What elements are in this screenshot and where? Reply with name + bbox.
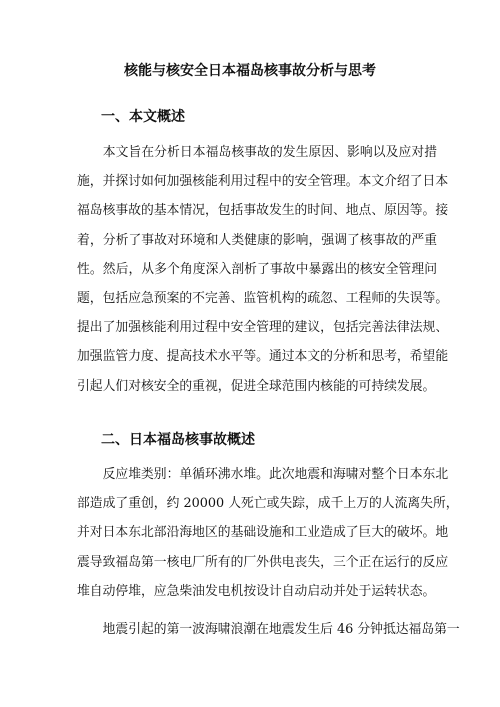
paragraph-line: 地震引起的第一波海啸浪潮在地震发生后 46 分钟抵达福岛第一: [77, 622, 460, 637]
paragraph-line-last: 引起人们对核安全的重视，促进全球范围内核能的可持续发展。: [77, 378, 436, 394]
section-heading-overview: 一、本文概述: [101, 109, 185, 125]
paragraph-line-last: 堆自动停堆，应急柴油发电机按设计自动启动并处于运转状态。: [77, 583, 436, 599]
paragraph-line: 福岛核事故的基本情况，包括事故发生的时间、地点、原因等。接: [77, 203, 449, 219]
accident-paragraph-1: [77, 460, 459, 606]
paragraph-line: 反应堆类别：单循环沸水堆。此次地震和海啸对整个日本东北: [77, 467, 449, 482]
paragraph-line: 施，并探讨如何加强核能利用过程中的安全管理。本文介绍了日本: [77, 174, 449, 190]
paragraph-line: 性。然后，从多个角度深入剖析了事故中暴露出的核安全管理问: [77, 261, 437, 277]
accident-paragraph-2: [77, 615, 460, 644]
paragraph-line: 震导致福岛第一核电厂所有的厂外供电丧失，三个正在运行的反应: [77, 554, 449, 570]
paragraph-line: 部造成了重创，约 20000 人死亡或失踪，成千上万的人流离失所，: [77, 496, 459, 512]
section-heading-accident-overview: 二、日本福岛核事故概述: [101, 432, 255, 448]
overview-paragraph: [77, 138, 449, 401]
paragraph-line: 本文旨在分析日本福岛核事故的发生原因、影响以及应对措: [77, 145, 437, 160]
paragraph-line: 题，包括应急预案的不完善、监管机构的疏忽、工程师的失误等。: [77, 290, 449, 306]
paragraph-line: 加强监管力度、提高技术水平等。通过本文的分析和思考，希望能: [77, 349, 449, 365]
document-title: 核能与核安全日本福岛核事故分析与思考: [124, 63, 376, 79]
paragraph-line: 提出了加强核能利用过程中安全管理的建议，包括完善法律法规、: [77, 320, 449, 336]
paragraph-line: 并对日本东北部沿海地区的基础设施和工业造成了巨大的破坏。地: [77, 525, 449, 541]
paragraph-line: 着，分析了事故对环境和人类健康的影响，强调了核事故的严重: [77, 232, 437, 248]
